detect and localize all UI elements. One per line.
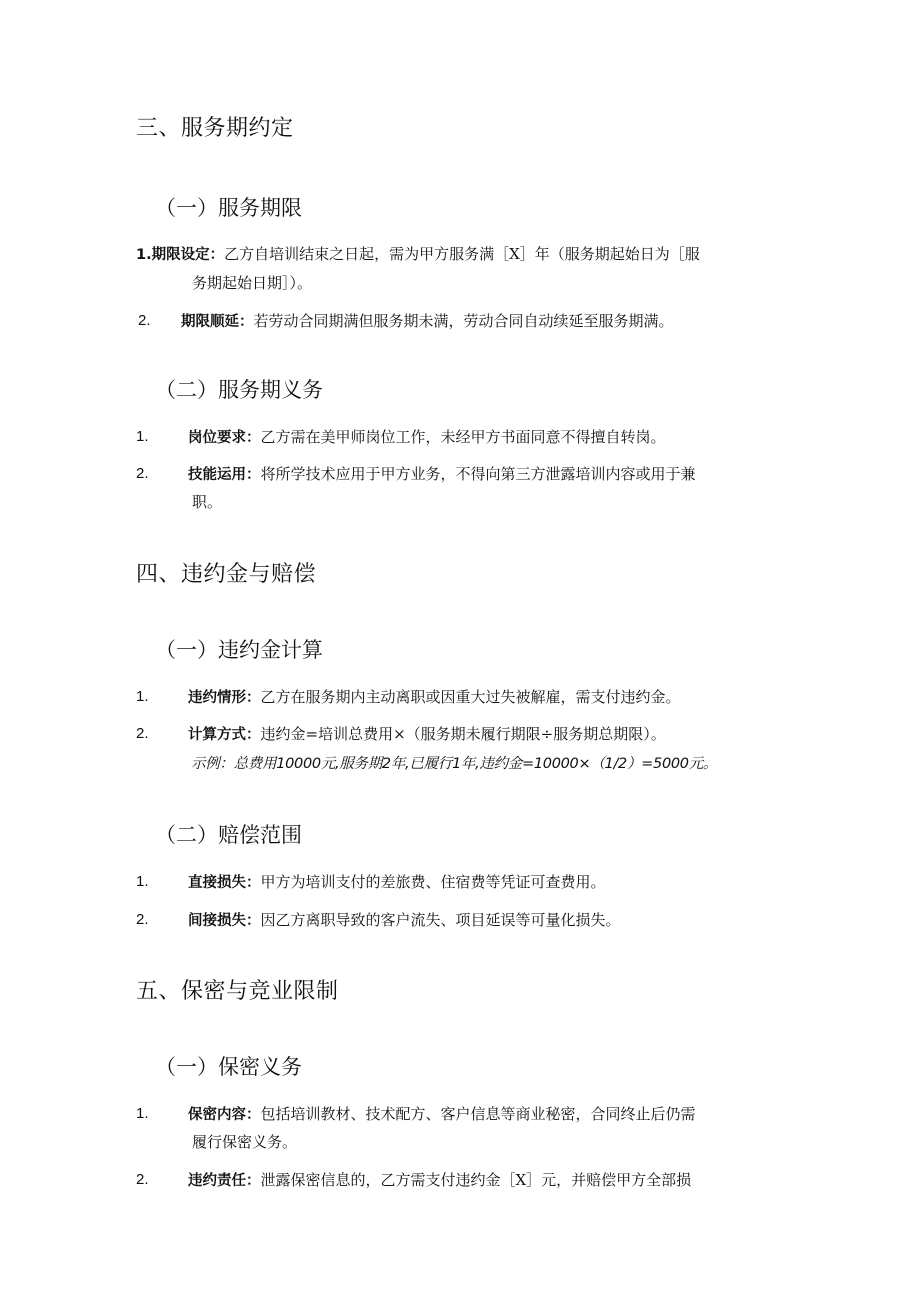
list-item [188,459,696,490]
list-item-continuation: 务期起始日期］）。 [192,274,313,292]
item-text: 乙方自培训结束之日起，需为甲方服务满［X］年（服务期起始日为［服 [224,245,700,263]
item-number: 1. [136,428,149,445]
item-number: 1. [136,688,149,705]
item-text: 乙方在服务期内主动离职或因重大过失被解雇，需支付违约金。 [260,688,681,706]
subsection-heading-3-1: （一）服务期限 [155,196,302,220]
example-note: 示例：总费用10000元,服务期2年,已履行1年,违约金=10000×（1/2）=5000元。 [191,756,718,772]
list-item [181,306,674,337]
item-label: 计算方式： [188,727,261,743]
item-label: 岗位要求： [188,430,261,446]
item-label: 违约责任： [188,1173,261,1189]
list-item [188,422,666,453]
section-heading-4: 四、违约金与赔偿 [136,562,317,587]
item-number: 2. [136,725,149,742]
section-heading-5: 五、保密与竞业限制 [136,979,339,1004]
list-item [188,682,681,713]
list-item-continuation: 职。 [192,493,223,511]
subsection-heading-4-1: （一）违约金计算 [155,638,323,662]
item-label: 间接损失： [188,913,261,929]
item-number: 2. [136,911,149,928]
subsection-heading-3-2: （二）服务期义务 [155,378,323,402]
list-item [188,905,621,936]
list-item [188,867,606,898]
item-text: 乙方需在美甲师岗位工作，未经甲方书面同意不得擅自转岗。 [260,428,666,446]
item-number: 2. [138,312,151,329]
item-text: 因乙方离职导致的客户流失、项目延误等可量化损失。 [260,911,621,929]
list-item [136,239,700,270]
item-text: 若劳动合同期满但服务期未满，劳动合同自动续延至服务期满。 [253,312,674,330]
item-label: 违约情形： [188,690,261,706]
item-text: 包括培训教材、技术配方、客户信息等商业秘密，合同终止后仍需 [260,1105,696,1123]
list-item [188,719,666,750]
item-label: 期限设定： [151,247,225,263]
item-number: 1. [136,247,152,263]
item-number: 2. [136,465,149,482]
item-label: 直接损失： [188,875,261,891]
item-number: 1. [136,873,149,890]
subsection-heading-4-2: （二）赔偿范围 [155,823,302,847]
list-item-continuation: 履行保密义务。 [192,1133,298,1151]
item-number: 2. [136,1171,149,1188]
item-label: 期限顺延： [181,314,254,330]
list-item [188,1099,696,1130]
item-text: 泄露保密信息的，乙方需支付违约金［X］元，并赔偿甲方全部损 [260,1171,692,1189]
item-label: 保密内容： [188,1107,261,1123]
item-label: 技能运用： [188,467,261,483]
section-heading-3: 三、服务期约定 [136,116,294,141]
subsection-heading-5-1: （一）保密义务 [155,1055,302,1079]
item-text: 违约金=培训总费用×（服务期未履行期限÷服务期总期限）。 [260,725,666,743]
item-text: 将所学技术应用于甲方业务，不得向第三方泄露培训内容或用于兼 [260,465,696,483]
list-item [188,1165,691,1196]
item-text: 甲方为培训支付的差旅费、住宿费等凭证可查费用。 [260,873,606,891]
item-number: 1. [136,1105,149,1122]
